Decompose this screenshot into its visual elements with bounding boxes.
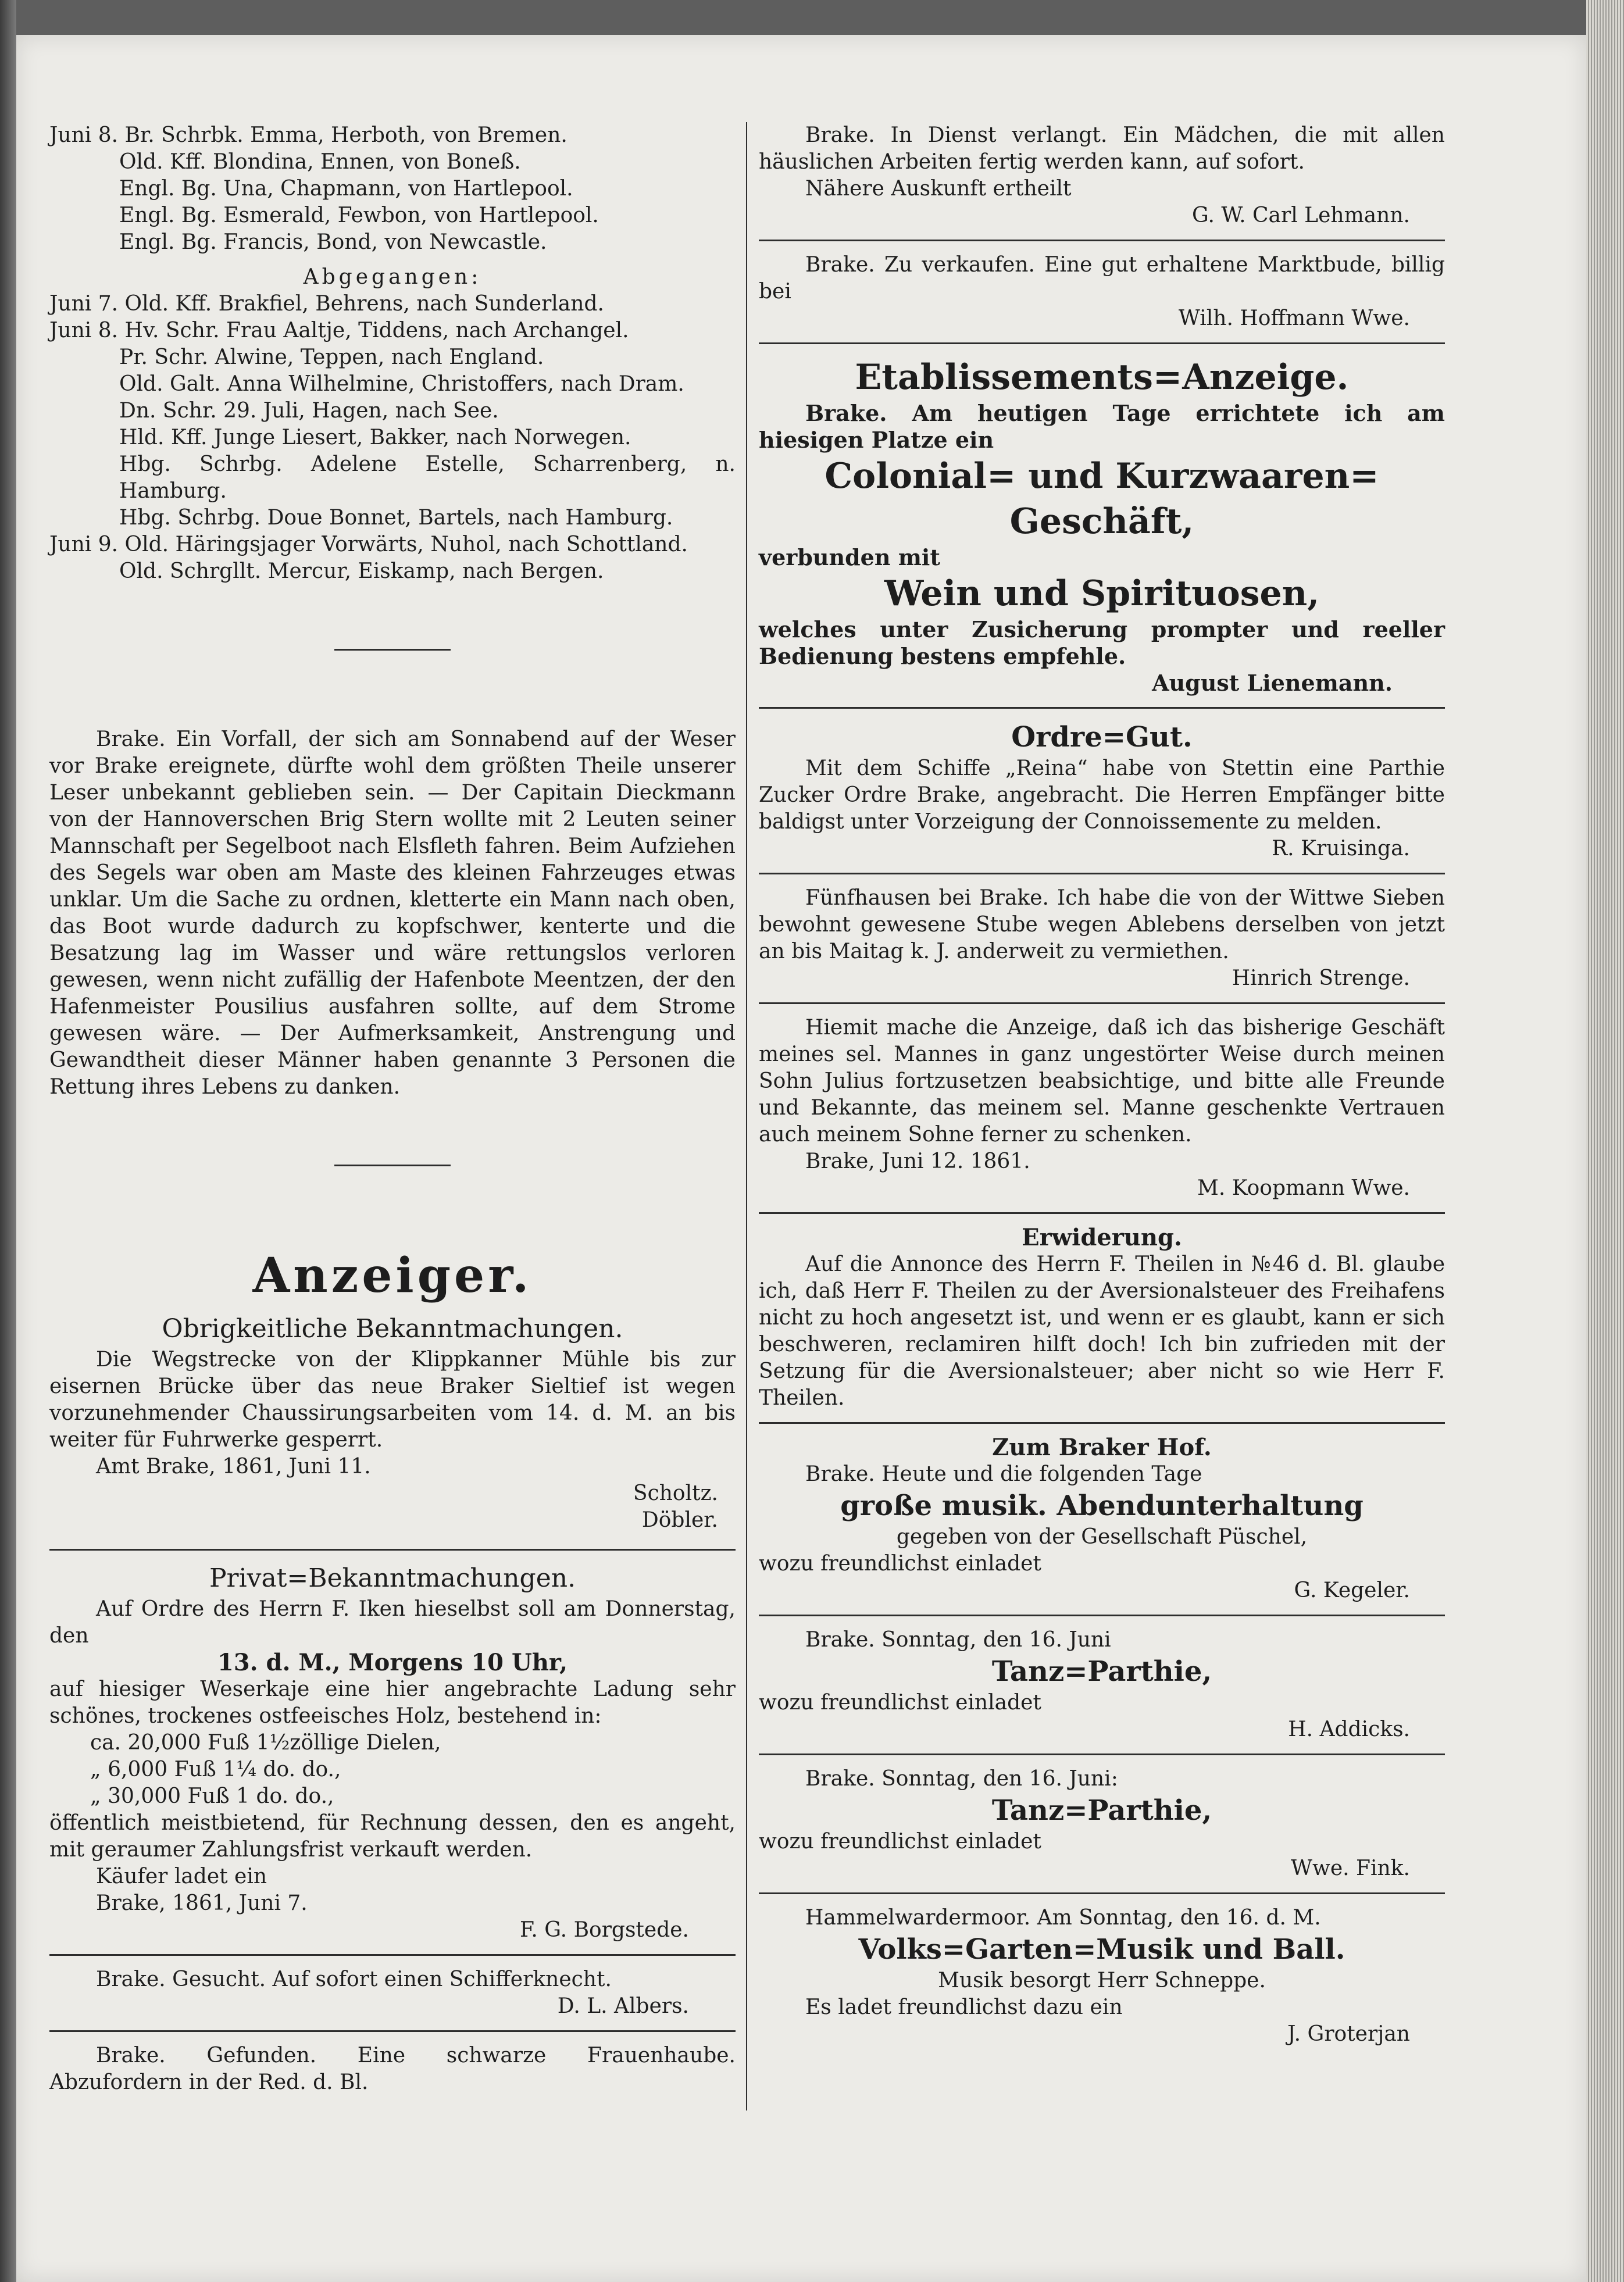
reply-text: Auf die Annonce des Herrn F. Theilen in №46 d. Bl. glaube ich, daß Herr F. Theilen zu der Aversionalsteuer des Freihafens nicht zu hoch angesetzt ist, und wenn er es glaubt, kann er sich beschweren, reclamiren hilft doch! Ich bin zufrieden mit der Setzung für die Aversionalsteuer; aber nicht so wie Herr F. Theilen.	[759, 1252, 1445, 1410]
section-rule	[759, 707, 1445, 709]
establishment-text: Brake. Am heutigen Tage errichtete ich am hiesigen Platze ein	[759, 400, 1445, 453]
left-binding-edge	[0, 0, 16, 2282]
hotel-text: Brake. Heute und die folgenden Tage	[805, 1462, 1202, 1486]
section-rule	[759, 240, 1445, 241]
auction-signature: F. G. Borgstede.	[519, 1918, 689, 1942]
departure-entry: Hbg. Schrbg. Adelene Estelle, Scharrenberg, n. Hamburg.	[119, 452, 736, 503]
section-rule	[49, 1954, 736, 1956]
column-divider	[746, 122, 747, 2110]
auction-text: auf hiesiger Weserkaje eine hier angebrachte Ladung sehr schönes, trockenes ostfeeisches Holz, bestehend in:	[49, 1677, 736, 1728]
official-notices-heading: Obrigkeitliche Bekanntmachungen.	[162, 1314, 623, 1344]
garden-notice: Hammelwardermoor. Am Sonntag, den 16. d. M.	[805, 1906, 1321, 1930]
section-rule	[759, 1892, 1445, 1894]
establishment-signature: August Lienemann.	[1152, 670, 1393, 696]
establishment-business: Geschäft,	[1009, 501, 1194, 542]
official-signature: Döbler.	[641, 1508, 718, 1532]
dance-signature: H. Addicks.	[1288, 1717, 1410, 1741]
arrival-entry: Old. Kff. Blondina, Ennen, von Boneß.	[119, 150, 521, 174]
garden-notice: Musik besorgt Herr Schneppe.	[938, 1969, 1266, 1992]
left-column	[49, 122, 736, 2096]
job-notice: Brake. In Dienst verlangt. Ein Mädchen, die mit allen häuslichen Arbeiten fertig werden kann, auf sofort.	[759, 123, 1445, 174]
dance-notice: Brake. Sonntag, den 16. Juni	[805, 1628, 1111, 1652]
arrival-entry: Engl. Bg. Francis, Bond, von Newcastle.	[119, 230, 547, 254]
section-rule	[759, 1002, 1445, 1004]
dance-signature: Wwe. Fink.	[1291, 1856, 1410, 1880]
reply-heading: Erwiderung.	[1022, 1224, 1182, 1251]
establishment-text: welches unter Zusicherung prompter und reeller Bedienung bestens empfehle.	[759, 616, 1445, 669]
anzeiger-heading: Anzeiger.	[252, 1248, 533, 1304]
departure-entry: Hld. Kff. Junge Liesert, Bakker, nach Norwegen.	[119, 426, 631, 449]
sale-notice-signature: Wilh. Hoffmann Wwe.	[1178, 306, 1410, 330]
section-rule	[759, 873, 1445, 874]
sale-notice: Brake. Zu verkaufen. Eine gut erhaltene Marktbude, billig bei	[759, 253, 1445, 303]
hotel-text: gegeben von der Gesellschaft Püschel,	[896, 1525, 1308, 1549]
right-column	[759, 122, 1445, 2048]
departure-entry: Hbg. Schrbg. Doue Bonnet, Bartels, nach Hamburg.	[119, 506, 673, 530]
wanted-notice: Brake. Gesucht. Auf sofort einen Schifferknecht.	[96, 1967, 612, 1991]
short-divider	[334, 1165, 451, 1166]
departures-list	[49, 291, 736, 585]
auction-date: 13. d. M., Morgens 10 Uhr,	[217, 1649, 567, 1676]
garden-notice: Es ladet freundlichst dazu ein	[805, 1995, 1123, 2019]
dance-title: Tanz=Parthie,	[991, 1794, 1212, 1827]
order-goods-signature: R. Kruisinga.	[1272, 837, 1410, 860]
rent-notice: Fünfhausen bei Brake. Ich habe die von der Wittwe Sieben bewohnt gewesene Stube wegen Ablebens derselben von jetzt an bis Maitag k. J. anderweit zu vermiethen.	[759, 886, 1445, 963]
official-notice-text: Die Wegstrecke von der Klippkanner Mühle bis zur eisernen Brücke über das neue Braker Sieltief ist wegen vorzunehmender Chaussirungsarbeiten vom 14. d. M. an bis weiter für Fuhrwerke gesperrt.	[49, 1348, 736, 1452]
dance-notice: wozu freundlichst einladet	[759, 1830, 1041, 1854]
auction-item: „ 30,000 Fuß 1 do. do.,	[90, 1784, 334, 1808]
section-rule	[759, 342, 1445, 344]
concert-title: große musik. Abendunterhaltung	[840, 1490, 1364, 1522]
page-stack-edge	[1586, 0, 1624, 2282]
hotel-heading: Zum Braker Hof.	[992, 1434, 1212, 1461]
departure-entry: Juni 9. Old. Häringsjager Vorwärts, Nuhol, nach Schottland.	[49, 533, 688, 556]
news-article: Brake. Ein Vorfall, der sich am Sonnabend auf der Weser vor Brake ereignete, dürfte wohl dem größten Theile unserer Leser unbekannt geblieben sein. — Der Capitain Dieckmann von der Hannoverschen Brig Stern wollte mit 2 Leuten seiner Mannschaft per Segelboot nach Elsfleth fahren. Beim Aufziehen des Segels war oben am Maste des kleinen Fahrzeuges etwas unklar. Um die Sache zu ordnen, kletterte ein Mann nach oben, das Boot wurde dadurch zu kopfschwer, kenterte und die Besatzung lag im Wasser und wäre rettungslos verloren gewesen, wenn nicht zufällig der Hafenbote Meentzen, der den Hafenmeister Pousilius ausfahren sollte, auf dem Strome gewesen wäre. — Der Aufmerksamkeit, Anstrengung und Gewandtheit dieser Männer haben genannte 3 Personen die Rettung ihres Lebens zu danken.	[49, 727, 736, 1099]
auction-text: Auf Ordre des Herrn F. Iken hieselbst soll am Donnerstag, den	[49, 1597, 736, 1648]
auction-item: ca. 20,000 Fuß 1½zöllige Dielen,	[90, 1731, 441, 1755]
business-notice-signature: M. Koopmann Wwe.	[1197, 1176, 1410, 1200]
business-notice-place: Brake, Juni 12. 1861.	[805, 1149, 1030, 1173]
departure-entry: Juni 7. Old. Kff. Brakfiel, Behrens, nach Sunderland.	[49, 292, 604, 316]
dance-notice: wozu freundlichst einladet	[759, 1691, 1041, 1715]
departed-heading: Abgegangen:	[303, 265, 482, 289]
official-signature: Scholtz.	[633, 1481, 718, 1505]
auction-text: Käufer ladet ein	[96, 1865, 267, 1888]
establishment-text: verbunden mit	[759, 544, 940, 570]
auction-text: öffentlich meistbietend, für Rechnung dessen, den es angeht, mit geraumer Zahlungsfrist verkauft werden.	[49, 1811, 736, 1862]
section-rule	[759, 1754, 1445, 1755]
found-notice: Brake. Gefunden. Eine schwarze Frauenhaube. Abzufordern in der Red. d. Bl.	[49, 2044, 736, 2094]
dance-notice: Brake. Sonntag, den 16. Juni:	[805, 1767, 1118, 1791]
auction-place: Brake, 1861, Juni 7.	[96, 1891, 308, 1915]
hotel-text: wozu freundlichst einladet	[759, 1552, 1041, 1576]
section-rule	[49, 1549, 736, 1551]
garden-title: Volks=Garten=Musik und Ball.	[858, 1933, 1345, 1966]
auction-item: „ 6,000 Fuß 1¼ do. do.,	[90, 1758, 341, 1781]
order-goods-text: Mit dem Schiffe „Reina“ habe von Stettin eine Parthie Zucker Ordre Brake, angebracht. Die Herren Empfänger bitte baldigst unter Vorzeigung der Connoissemente zu melden.	[759, 756, 1445, 834]
departure-entry: Dn. Schr. 29. Juli, Hagen, nach See.	[119, 399, 499, 423]
departure-entry: Juni 8. Hv. Schr. Frau Aaltje, Tiddens, nach Archangel.	[49, 319, 629, 342]
arrival-entry: Engl. Bg. Esmerald, Fewbon, von Hartlepool.	[119, 203, 599, 227]
wanted-signature: D. L. Albers.	[557, 1994, 689, 2018]
short-divider	[334, 649, 451, 651]
section-rule	[49, 2030, 736, 2032]
section-rule	[759, 1615, 1445, 1616]
job-notice-info: Nähere Auskunft ertheilt	[805, 177, 1072, 201]
departure-entry: Old. Schrgllt. Mercur, Eiskamp, nach Bergen.	[119, 559, 604, 583]
rent-notice-signature: Hinrich Strenge.	[1232, 966, 1410, 990]
dance-title: Tanz=Parthie,	[991, 1655, 1212, 1688]
establishment-business: Wein und Spirituosen,	[884, 573, 1320, 614]
hotel-signature: G. Kegeler.	[1294, 1579, 1410, 1602]
arrival-entry: Juni 8. Br. Schrbk. Emma, Herboth, von Bremen.	[49, 123, 567, 147]
job-notice-signature: G. W. Carl Lehmann.	[1192, 203, 1410, 227]
official-notice-place: Amt Brake, 1861, Juni 11.	[96, 1455, 371, 1479]
departure-entry: Old. Galt. Anna Wilhelmine, Christoffers, nach Dram.	[119, 372, 684, 396]
departure-entry: Pr. Schr. Alwine, Teppen, nach England.	[119, 345, 544, 369]
section-rule	[759, 1422, 1445, 1424]
private-notices-heading: Privat=Bekanntmachungen.	[209, 1563, 576, 1593]
business-notice: Hiemit mache die Anzeige, daß ich das bisherige Geschäft meines sel. Mannes in ganz ungestörter Weise durch meinen Sohn Julius fortzusetzen beabsichtige, und bitte alle Freunde und Bekannte, das meinem sel. Manne geschenkte Vertrauen auch meinem Sohne ferner zu schenken.	[759, 1016, 1445, 1147]
arrivals-list	[49, 122, 736, 256]
section-rule	[759, 1212, 1445, 1214]
establishment-business: Colonial= und Kurzwaaren=	[825, 456, 1379, 497]
establishment-heading: Etablissements=Anzeige.	[855, 357, 1349, 398]
arrival-entry: Engl. Bg. Una, Chapmann, von Hartlepool.	[119, 177, 573, 201]
garden-signature: J. Groterjan	[1287, 2022, 1410, 2046]
order-goods-heading: Ordre=Gut.	[1011, 721, 1193, 753]
